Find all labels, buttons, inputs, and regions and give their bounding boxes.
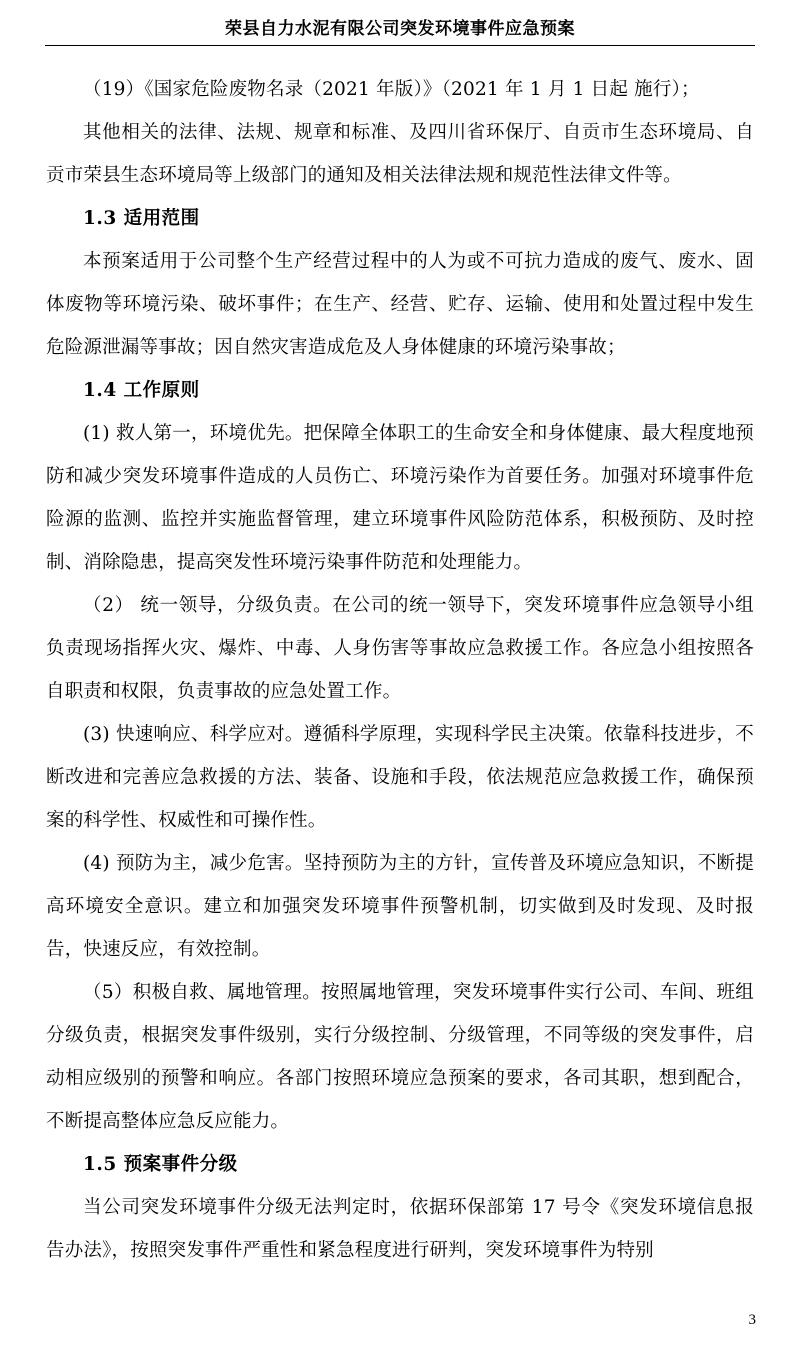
- paragraph: （19）《国家危险废物名录（2021 年版）》（2021 年 1 月 1 日起 施行）；: [83, 79, 700, 100]
- section-heading-1-5: 1.5 预案事件分级: [83, 1154, 238, 1175]
- section-heading-1-4: 1.4 工作原则: [83, 380, 200, 401]
- paragraph: 本预案适用于公司整个生产经营过程中的人为或不可抗力造成的废气、废水、固体废物等环境污染、破坏事件；在生产、经营、贮存、运输、使用和处置过程中发生危险源泄漏等事故；因自然灾害造成危及人身体健康的环境污染事故；: [46, 251, 754, 358]
- header-title: 荣县自力水泥有限公司突发环境事件应急预案: [225, 19, 575, 39]
- section-heading-1-3: 1.3 适用范围: [83, 208, 200, 229]
- paragraph: 其他相关的法律、法规、规章和标准、及四川省环保厅、自贡市生态环境局、自贡市荣县生态环境局等上级部门的通知及相关法律法规和规范性法律文件等。: [46, 122, 754, 186]
- paragraph: (4) 预防为主，减少危害。坚持预防为主的方针，宣传普及环境应急知识，不断提高环境安全意识。建立和加强突发环境事件预警机制，切实做到及时发现、及时报告，快速反应，有效控制。: [46, 853, 754, 960]
- paragraph: (3) 快速响应、科学应对。遵循科学原理，实现科学民主决策。依靠科技进步，不断改进和完善应急救援的方法、装备、设施和手段，依法规范应急救援工作，确保预案的科学性、权威性和可操作性。: [46, 724, 754, 831]
- paragraph: 当公司突发环境事件分级无法判定时，依据环保部第 17 号令《突发环境信息报告办法》，按照突发事件严重性和紧急程度进行研判，突发环境事件为特别: [46, 1197, 754, 1261]
- page-number: 3: [748, 1312, 756, 1328]
- paragraph: （5）积极自救、属地管理。按照属地管理，突发环境事件实行公司、车间、班组分级负责，根据突发事件级别，实行分级控制、分级管理，不同等级的突发事件，启动相应级别的预警和响应。各部门按照环境应急预案的要求，各司其职，想到配合，不断提高整体应急反应能力。: [46, 982, 754, 1132]
- document-body: [0, 46, 800, 1272]
- paragraph: (1) 救人第一，环境优先。把保障全体职工的生命安全和身体健康、最大程度地预防和减少突发环境事件造成的人员伤亡、环境污染作为首要任务。加强对环境事件危险源的监测、监控并实施监督管理，建立环境事件风险防范体系，积极预防、及时控制、消除隐患，提高突发性环境污染事件防范和处理能力。: [46, 423, 754, 573]
- paragraph: （2） 统一领导，分级负责。在公司的统一领导下，突发环境事件应急领导小组负责现场指挥火灾、爆炸、中毒、人身伤害等事故应急救援工作。各应急小组按照各自职责和权限，负责事故的应急处置工作。: [46, 595, 754, 702]
- page-header: [0, 0, 800, 45]
